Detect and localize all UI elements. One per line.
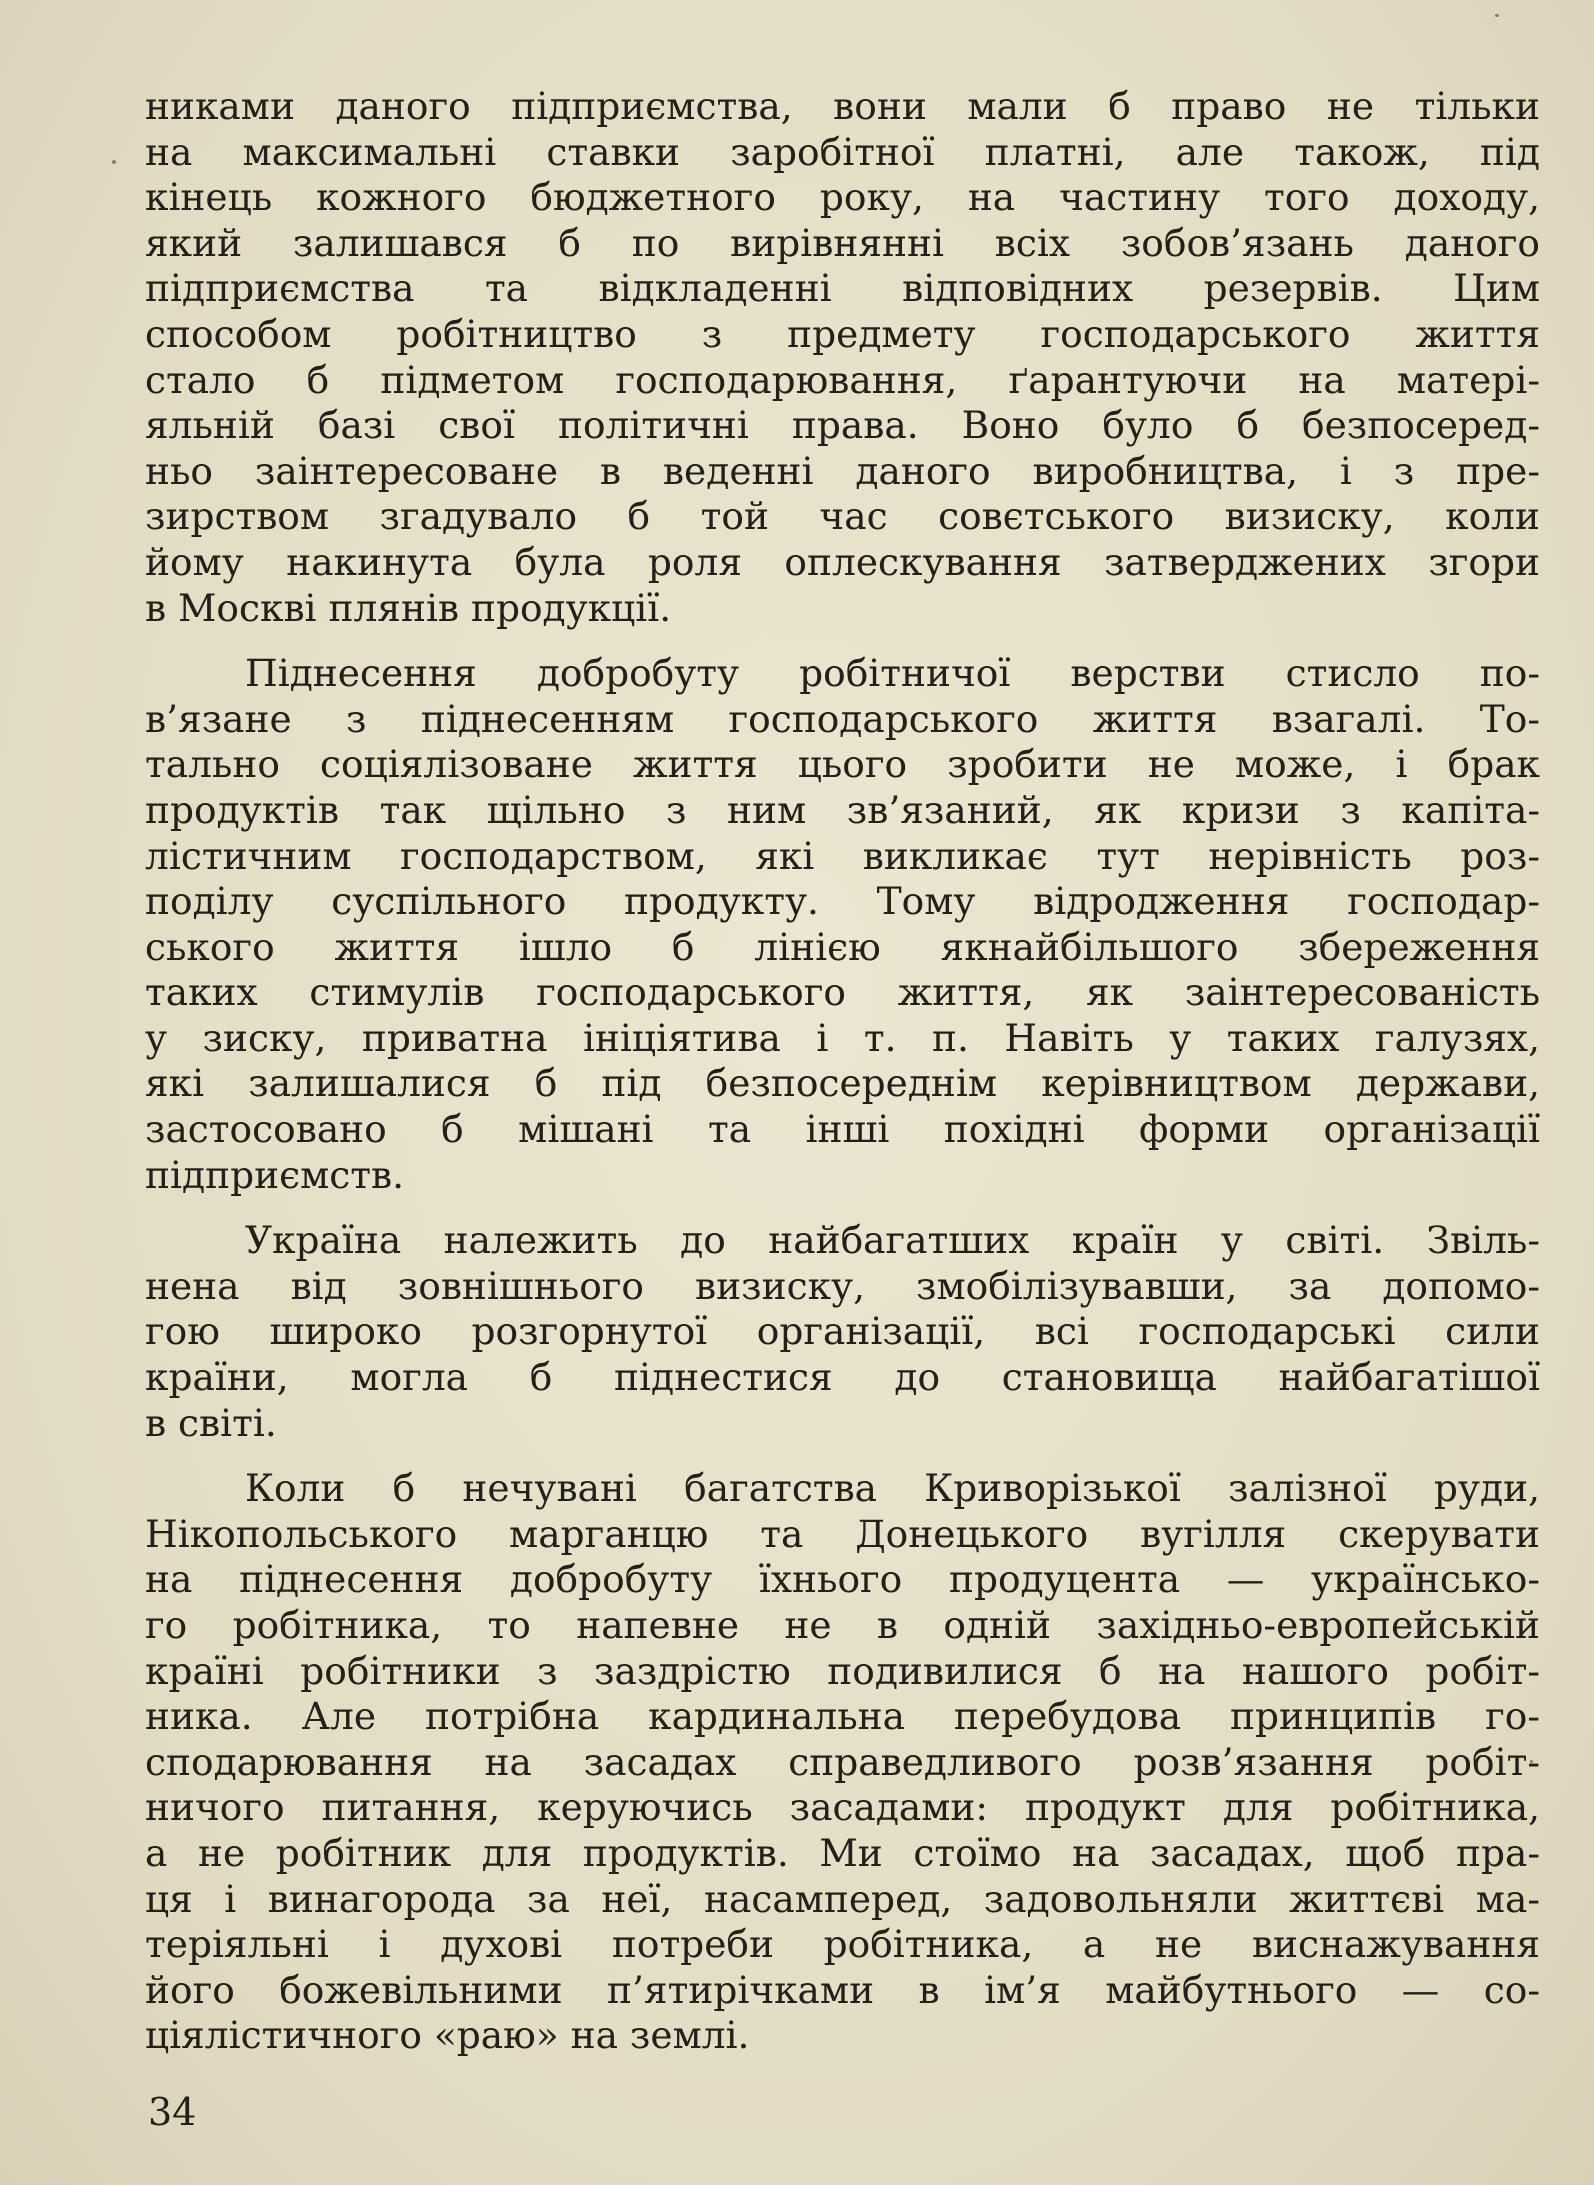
paragraph [145,1218,1540,1446]
text-line: го робітника, то напевне не в одній західньо-европейській [145,1603,1540,1647]
text-line: никами даного підприємства, вони мали б право не тільки [145,84,1540,128]
text-line: ця і винагорода за неї, насамперед, задовольняли життєві ма- [145,1876,1540,1921]
text-line: лістичним господарством, які викликає тут нерівність роз- [145,833,1540,878]
body-text [145,84,1540,2059]
paragraph [145,1466,1540,2059]
paper-speck [1495,14,1499,17]
text-line: стало б підметом господарювання, ґарантуючи на матері- [145,357,1540,402]
paragraph-gap [145,1446,1540,1466]
text-line: в світі. [145,1400,277,1445]
text-line: ньо заінтересоване в веденні даного виробництва, і з пре- [145,448,1540,493]
text-line: нена від зовнішнього визиску, змобілізувавши, за допомо- [145,1263,1540,1308]
page-number: 34 [148,2090,197,2134]
text-line: ціялістичного «раю» на землі. [145,2013,750,2058]
text-line: гою широко розгорнутої організації, всі господарські сили [145,1309,1540,1354]
text-line: Україна належить до найбагатших країн у світі. Звіль- [245,1218,1540,1263]
text-line: країні робітники з заздрістю подивилися б на нашого робіт- [145,1648,1540,1693]
text-line: ського життя ішло б лінією якнайбільшого збереження [145,924,1540,969]
text-line: яльній базі свої політичні права. Воно було б безпосеред- [145,403,1540,448]
text-line: а не робітник для продуктів. Ми стоїмо на засадах, щоб пра- [145,1830,1540,1875]
text-line: поділу суспільного продукту. Тому відродження господар- [145,879,1540,924]
text-line: теріяльні і духові потреби робітника, а не виснажування [145,1922,1540,1967]
paragraph [145,651,1540,1198]
text-line: ничого питання, керуючись засадами: продукт для робітника, [145,1785,1540,1830]
text-line: продуктів так щільно з ним зв’язаний, як кризи з капіта- [145,787,1540,832]
text-line: зирством згадувало б той час совєтського визиску, коли [145,494,1540,539]
paragraph-gap [145,1198,1540,1218]
text-line: кінець кожного бюджетного року, на частину того доходу, [145,175,1540,220]
text-line: Нікопольського марганцю та Донецького вугілля скерувати [145,1511,1540,1556]
text-line: який залишався б по вирівнянні всіх зобов’язань даного [145,220,1540,265]
text-line: в Москві плянів продукції. [145,585,672,630]
text-line: тально соціялізоване життя цього зробити не може, і брак [145,742,1540,787]
text-line: на максимальні ставки заробітної платні, але також, під [145,129,1540,174]
text-line: на піднесення добробуту їхнього продуцента — українсько- [145,1557,1540,1602]
text-line: підприємств. [145,1152,405,1197]
text-line: ника. Але потрібна кардинальна перебудова принципів го- [145,1694,1540,1739]
text-line: способом робітництво з предмету господарського життя [145,311,1540,356]
text-line: які залишалися б під безпосереднім керівництвом держави, [145,1061,1540,1106]
text-line: таких стимулів господарського життя, як заінтересованість [145,970,1540,1015]
text-line: підприємства та відкладенні відповідних резервів. Цим [145,266,1540,311]
text-line: в’язане з піднесенням господарського життя взагалі. То- [145,696,1540,741]
text-line: застосовано б мішані та інші похідні форми організації [145,1107,1540,1152]
paper-speck [112,160,116,164]
text-line: Піднесення добробуту робітничої верстви стисло по- [245,651,1540,696]
paragraph-gap [145,631,1540,651]
text-line: сподарювання на засадах справедливого розв’язання робіт- [145,1739,1540,1784]
text-line: йому накинута була роля оплескування затверджених згори [145,539,1540,584]
text-line: Коли б нечувані багатства Криворізької залізної руди, [245,1466,1540,1511]
paragraph [145,84,1540,631]
text-line: країни, могла б піднестися до становища найбагатішої [145,1355,1540,1400]
text-line: у зиску, приватна ініціятива і т. п. Навіть у таких галузях, [145,1015,1540,1060]
text-line: його божевільними п’ятирічками в ім’я майбутнього — со- [145,1967,1540,2012]
